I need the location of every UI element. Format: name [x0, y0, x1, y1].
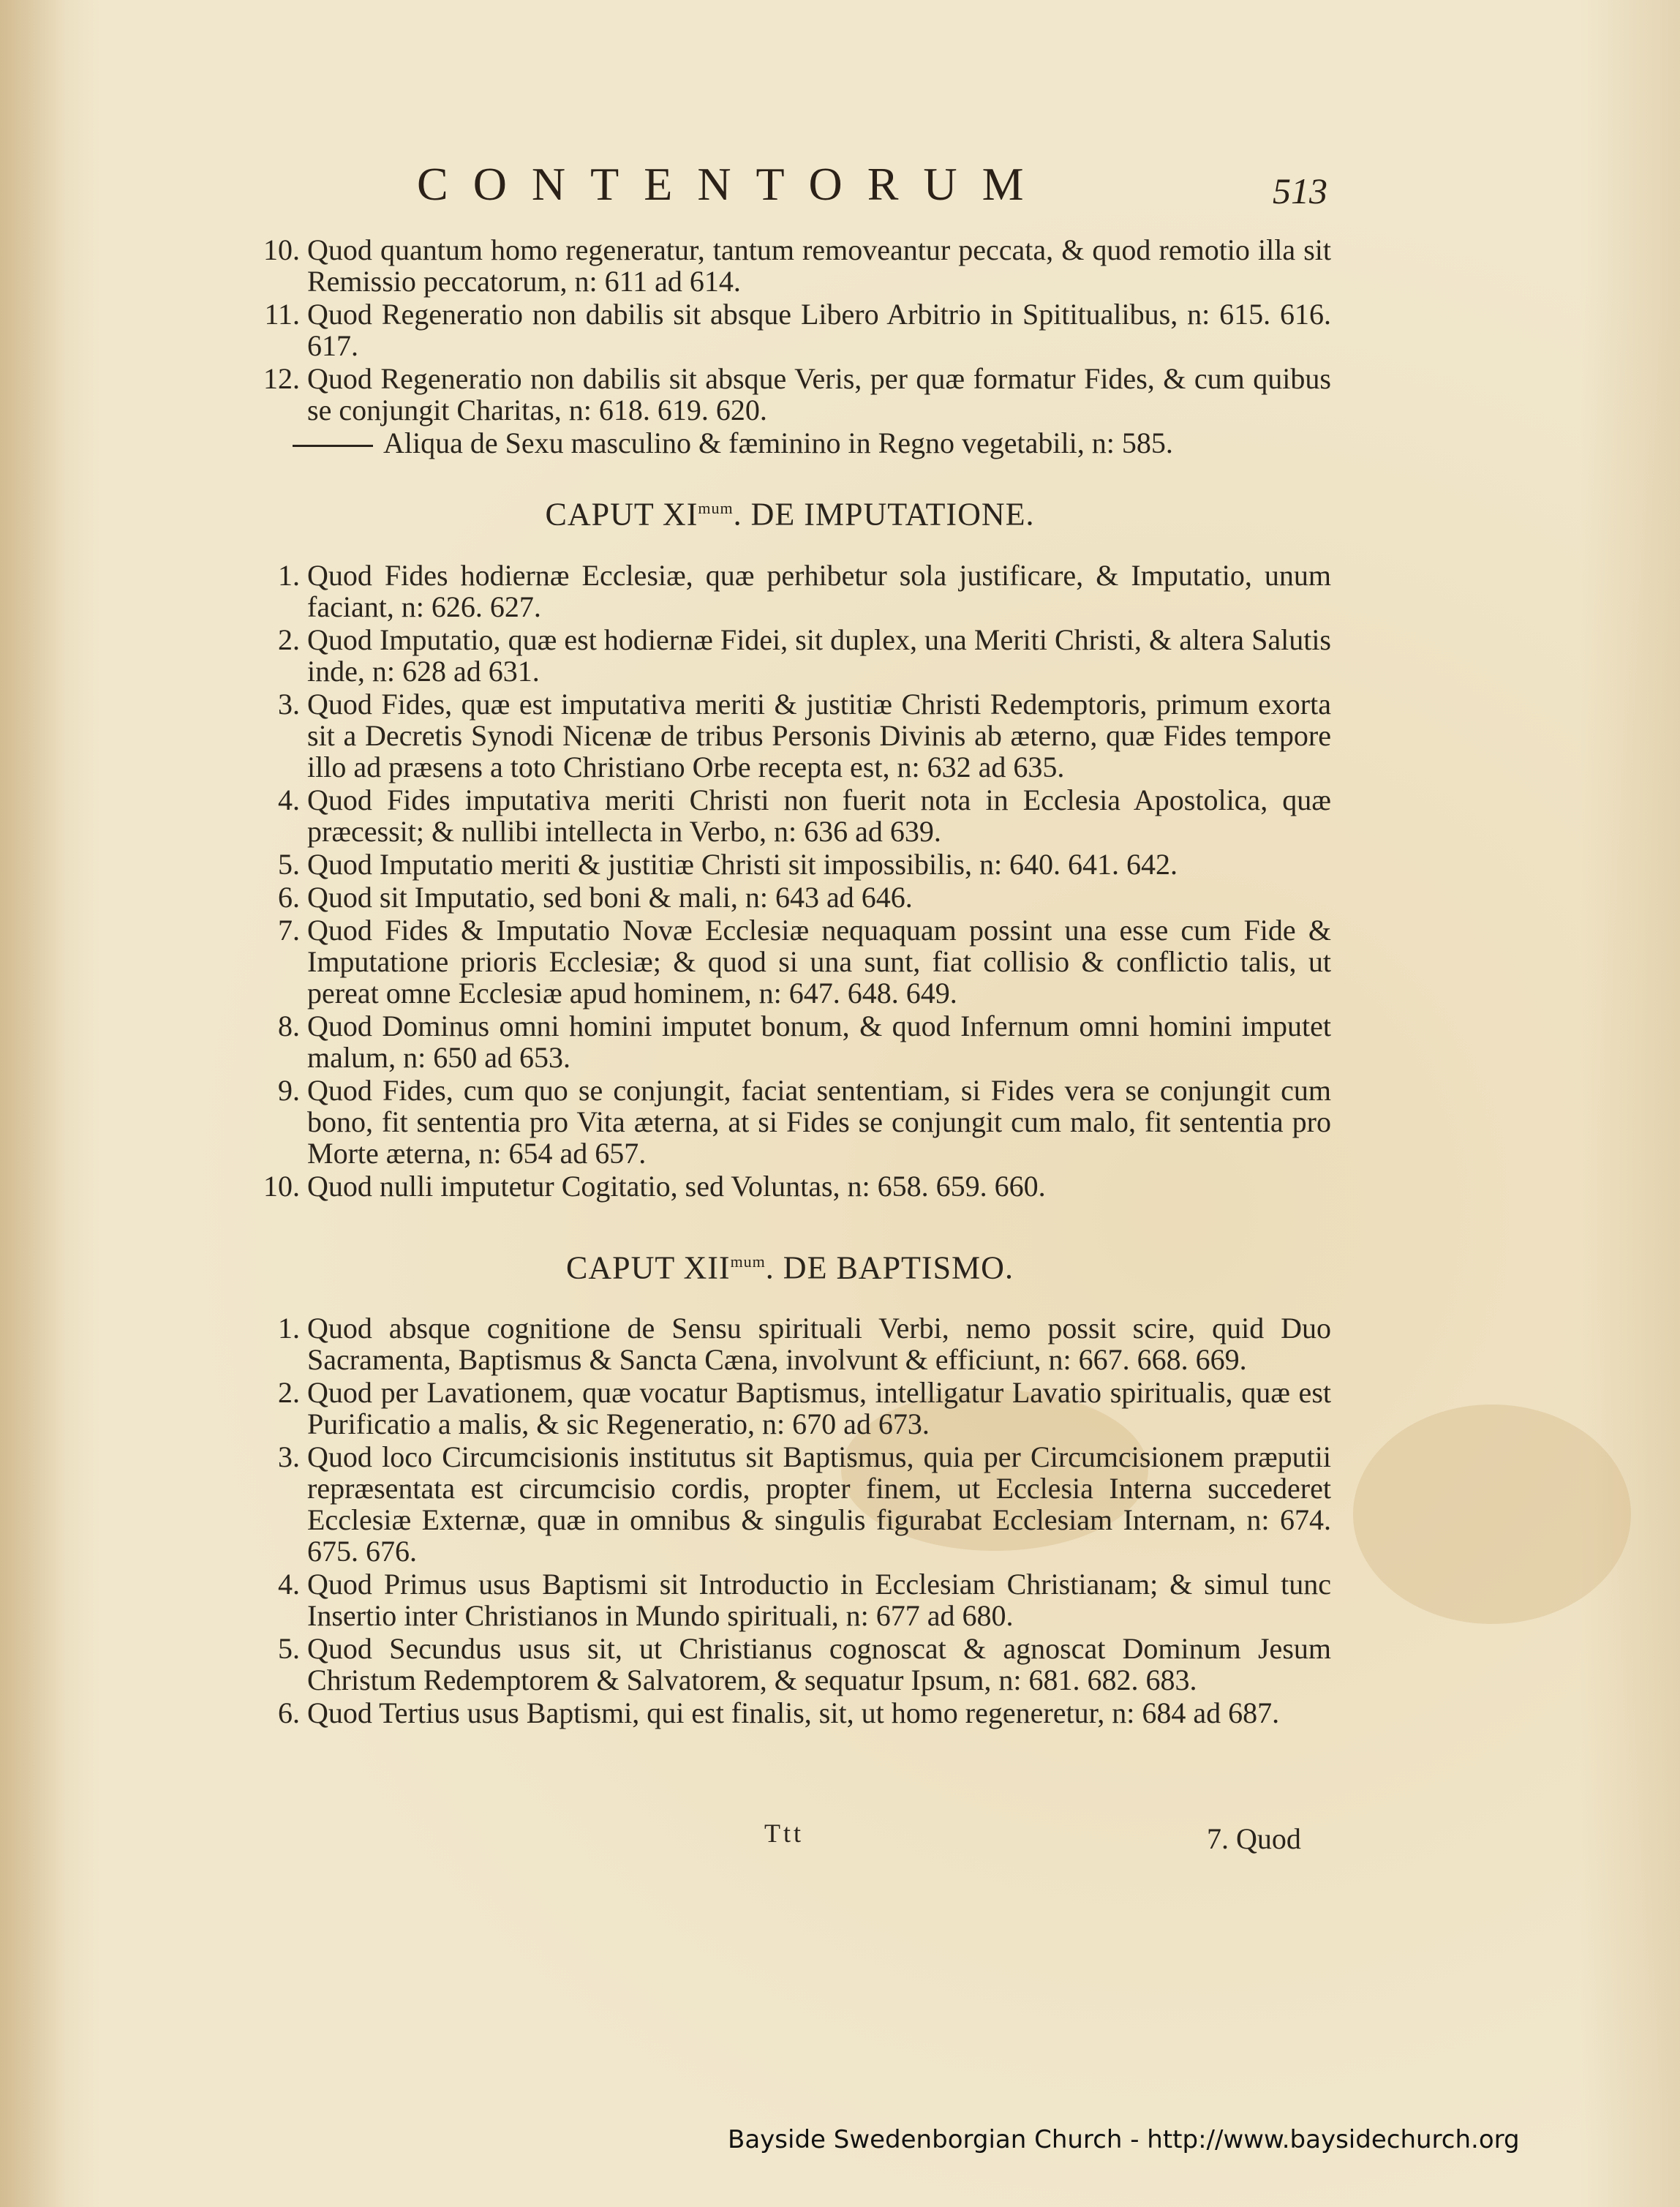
list-item: [249, 1170, 1331, 1202]
item-text: Quod Dominus omni homini imputet bonum, & quod Infernum omni homini imputet malum, n: 650 ad 653.: [307, 1009, 1331, 1074]
list-item: [249, 914, 1331, 1009]
list-item: [249, 1010, 1331, 1073]
item-text: Quod nulli imputetur Cogitatio, sed Voluntas, n: 658. 659. 660.: [307, 1169, 1046, 1203]
running-head: CONTENTORUM: [417, 158, 1049, 210]
list-item: [249, 1441, 1331, 1567]
list-item: [249, 849, 1331, 880]
list-item: [249, 234, 1331, 297]
paper-stain: [1353, 1405, 1631, 1624]
item-text: Aliqua de Sexu masculino & fæminino in Regno vegetabili, n: 585.: [383, 426, 1173, 459]
item-text: Quod Primus usus Baptismi sit Introductio in Ecclesiam Christianam; & simul tunc Insertio inter Christianos in Mundo spirituali, n: 677 ad 680.: [307, 1568, 1331, 1633]
item-text: Quod absque cognitione de Sensu spirituali Verbi, nemo possit scire, quid Duo Sacramenta, Baptismus & Sancta Cæna, involvunt & efficiunt, n: 667. 668. 669.: [307, 1312, 1331, 1377]
item-number: 11.: [264, 298, 300, 331]
list-item-dash: [249, 427, 1331, 459]
list-item: [249, 1697, 1331, 1729]
catchword: 7. Quod: [1207, 1822, 1301, 1855]
item-number: 5.: [278, 847, 300, 881]
item-number: 8.: [278, 1009, 300, 1042]
item-number: 4.: [278, 1568, 300, 1601]
item-text: Quod loco Circumcisionis institutus sit Baptismus, quia per Circumcisionem præputii repræsentata est circumcisio cordis, propter finem, ut Ecclesia Interna succederet Ecclesiæ Externæ, quæ in omnibus & singulis figurabat Ecclesiam Internam, n: 674. 675. 676.: [307, 1440, 1331, 1568]
item-number: 6.: [278, 880, 300, 914]
item-number: 10.: [263, 1169, 300, 1203]
chapter-heading-12: CAPUT $XII^{mum}$. DE BAPTISMO.: [566, 1249, 1014, 1286]
contents-body: [249, 234, 1331, 1730]
item-number: 2.: [278, 623, 300, 656]
item-text: Quod Imputatio, quæ est hodiernæ Fidei, sit duplex, una Meriti Christi, & altera Salutis inde, n: 628 ad 631.: [307, 623, 1331, 688]
item-number: 4.: [278, 783, 300, 816]
chapter-12-list: [249, 1312, 1331, 1729]
list-item: [249, 298, 1331, 361]
list-item: [249, 784, 1331, 847]
chapter-11-list: [249, 560, 1331, 1202]
item-number: 2.: [278, 1376, 300, 1410]
item-text: Quod per Lavationem, quæ vocatur Baptismus, intelligatur Lavatio spiritualis, quæ est Purificatio a malis, & sic Regeneratio, n: 670 ad 673.: [307, 1376, 1331, 1441]
item-number: 1.: [278, 1312, 300, 1345]
item-number: 9.: [278, 1073, 300, 1107]
list-item: [249, 363, 1331, 426]
item-number: 5.: [278, 1632, 300, 1666]
list-item: [249, 881, 1331, 913]
list-item: [249, 1312, 1331, 1375]
item-text: Quod Imputatio meriti & justitiæ Christi sit impossibilis, n: 640. 641. 642.: [307, 847, 1178, 881]
item-number: 3.: [278, 1440, 300, 1474]
item-text: Quod Secundus usus sit, ut Christianus cognoscat & agnoscat Dominum Jesum Christum Redemptorem & Salvatorem, & sequatur Ipsum, n: 681. 682. 683.: [307, 1632, 1331, 1697]
list-item: [249, 1075, 1331, 1169]
list-item: [249, 560, 1331, 623]
item-number: 6.: [278, 1696, 300, 1730]
item-number: 12.: [263, 362, 300, 395]
signature-mark: Ttt: [764, 1819, 804, 1848]
item-text: Quod Fides imputativa meriti Christi non fuerit nota in Ecclesia Apostolica, quæ præcessit; & nullibi intellecta in Verbo, n: 636 ad 639.: [307, 783, 1331, 848]
item-number: 1.: [278, 558, 300, 592]
chapter-heading-11: CAPUT $XI^{mum}$. DE IMPUTATIONE.: [545, 496, 1035, 533]
em-dash-rule: [293, 445, 373, 447]
list-item: [249, 1568, 1331, 1631]
list-item: [249, 688, 1331, 783]
item-text: Quod Fides hodiernæ Ecclesiæ, quæ perhibetur sola justificare, & Imputatio, unum faciant, n: 626. 627.: [307, 558, 1331, 623]
item-text: Quod sit Imputatio, sed boni & mali, n: 643 ad 646.: [307, 880, 913, 914]
item-text: Quod quantum homo regeneratur, tantum removeantur peccata, & quod remotio illa sit Remissio peccatorum, n: 611 ad 614.: [307, 233, 1331, 298]
item-text: Quod Regeneratio non dabilis sit absque Libero Arbitrio in Spititualibus, n: 615. 616. 617.: [307, 298, 1331, 362]
item-number: 3.: [278, 687, 300, 721]
list-item: [249, 624, 1331, 687]
list-item: [249, 1377, 1331, 1440]
item-number: 7.: [278, 913, 300, 947]
page-gutter-shadow: [0, 0, 66, 2207]
item-number: 10.: [263, 233, 300, 266]
item-text: Quod Regeneratio non dabilis sit absque Veris, per quæ formatur Fides, & cum quibus se conjungit Charitas, n: 618. 619. 620.: [307, 362, 1331, 426]
page-number: 513: [1273, 170, 1327, 211]
item-text: Quod Fides & Imputatio Novæ Ecclesiæ nequaquam possint una esse cum Fide & Imputatione prioris Ecclesiæ; & quod si una sunt, fiat collisio & conflictio talis, ut pereat omne Ecclesiæ apud hominem, n: 647. 648. 649.: [307, 913, 1331, 1009]
item-text: Quod Fides, quæ est imputativa meriti & justitiæ Christi Redemptoris, primum exorta sit a Decretis Synodi Nicenæ de tribus Personis Divinis ab æterno, quæ Fides tempore illo ad præsens a toto Christiano Orbe recepta est, n: 632 ad 635.: [307, 687, 1331, 783]
section-a: [249, 234, 1331, 459]
item-text: Quod Fides, cum quo se conjungit, faciat sententiam, si Fides vera se conjungit cum bono, fit sententia pro Vita æterna, at si Fides se conjungit cum malo, fit sententia pro Morte æterna, n: 654 ad 657.: [307, 1073, 1331, 1170]
watermark-text: Bayside Swedenborgian Church - http://www.baysidechurch.org: [728, 2125, 1520, 2154]
item-text: Quod Tertius usus Baptismi, qui est finalis, sit, ut homo regeneretur, n: 684 ad 687.: [307, 1696, 1280, 1730]
list-item: [249, 1633, 1331, 1696]
